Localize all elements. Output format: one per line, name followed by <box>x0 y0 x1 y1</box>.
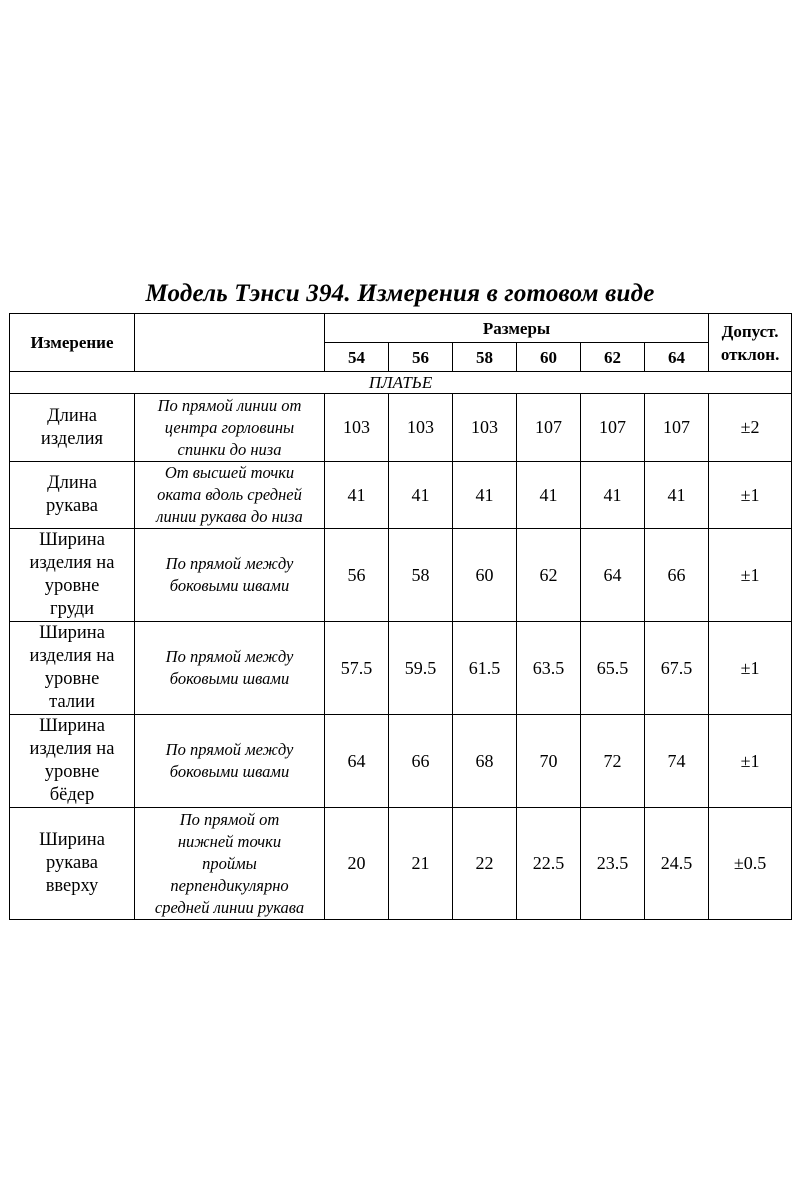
header-measurement: Измерение <box>10 314 135 372</box>
size-62: 62 <box>581 343 645 372</box>
measurement-name <box>10 529 135 622</box>
size-56: 56 <box>389 343 453 372</box>
measurement-name <box>10 715 135 808</box>
size-value-cell: 103 <box>325 394 389 462</box>
size-value-cell: 60 <box>453 529 517 622</box>
measurement-name-line: рукава <box>46 853 98 873</box>
header-sizes: Размеры <box>325 314 709 343</box>
size-value-cell: 103 <box>453 394 517 462</box>
measurement-name-line: рукава <box>46 496 98 516</box>
measurement-description <box>135 622 325 715</box>
size-value-cell: 67.5 <box>645 622 709 715</box>
size-value-cell: 41 <box>581 462 645 529</box>
size-value-cell: 64 <box>581 529 645 622</box>
size-60: 60 <box>517 343 581 372</box>
measurement-description-line: По прямой линии от <box>157 395 302 415</box>
measurement-description-line: оката вдоль средней <box>157 485 302 504</box>
measurement-description-line: По прямой между <box>165 647 294 666</box>
size-value-cell: 74 <box>645 715 709 808</box>
measurement-description-line: центра горловины <box>164 417 295 437</box>
measurement-table <box>9 313 792 920</box>
measurement-description <box>135 529 325 622</box>
measurement-description <box>135 394 325 462</box>
table-row <box>10 529 792 622</box>
table-row <box>10 622 792 715</box>
size-value-cell: 65.5 <box>581 622 645 715</box>
measurement-description-line: спинки до низа <box>177 439 282 459</box>
header-row <box>10 314 792 343</box>
measurement-description-line: По прямой между <box>165 740 294 759</box>
size-value-cell: 103 <box>389 394 453 462</box>
size-value-cell: 66 <box>645 529 709 622</box>
measurement-name-line: изделия <box>40 428 104 449</box>
measurement-name-line: Ширина <box>39 830 105 850</box>
measurement-name-line: бёдер <box>49 785 95 805</box>
size-value-cell: 66 <box>389 715 453 808</box>
header-tolerance-line-1: Допуст. <box>721 321 779 341</box>
size-value-cell: 58 <box>389 529 453 622</box>
header-description-blank <box>135 314 325 372</box>
measurement-description-line: нижней точки <box>177 831 282 851</box>
size-value-cell: 41 <box>389 462 453 529</box>
measurement-name-line: груди <box>50 599 94 619</box>
table-row <box>10 394 792 462</box>
size-value-cell: 41 <box>325 462 389 529</box>
size-value-cell: 41 <box>453 462 517 529</box>
measurement-name <box>10 808 135 920</box>
measurement-description-line: линии рукава до низа <box>156 507 303 526</box>
size-value-cell: 107 <box>645 394 709 462</box>
tolerance-cell: ±1 <box>709 462 792 529</box>
size-value-cell: 62 <box>517 529 581 622</box>
tolerance-cell: ±1 <box>709 715 792 808</box>
size-value-cell: 63.5 <box>517 622 581 715</box>
size-value-cell: 70 <box>517 715 581 808</box>
size-value-cell: 72 <box>581 715 645 808</box>
measurement-description <box>135 462 325 529</box>
measurement-name-line: изделия на <box>29 646 115 666</box>
measurement-description-line: перпендикулярно <box>170 875 289 895</box>
measurement-name <box>10 394 135 462</box>
section-title: ПЛАТЬЕ <box>10 372 792 394</box>
header-tolerance-line-2: отклон. <box>720 344 780 364</box>
size-value-cell: 20 <box>325 808 389 920</box>
page-title: Модель Тэнси 394. Измерения в готовом виде <box>145 280 655 307</box>
measurement-description-line: По прямой от <box>179 809 280 829</box>
size-value-cell: 21 <box>389 808 453 920</box>
size-value-cell: 61.5 <box>453 622 517 715</box>
size-value-cell: 22 <box>453 808 517 920</box>
measurement-description-line: боковыми швами <box>169 669 290 688</box>
measurement-name-line: вверху <box>45 876 99 896</box>
size-64: 64 <box>645 343 709 372</box>
size-value-cell: 57.5 <box>325 622 389 715</box>
measurement-description <box>135 715 325 808</box>
tolerance-cell: ±0.5 <box>709 808 792 920</box>
measurement-name <box>10 622 135 715</box>
size-58: 58 <box>453 343 517 372</box>
size-value-cell: 41 <box>645 462 709 529</box>
measurement-description <box>135 808 325 920</box>
size-value-cell: 41 <box>517 462 581 529</box>
measurement-name-line: талии <box>49 692 95 712</box>
size-54: 54 <box>325 343 389 372</box>
measurement-name <box>10 462 135 529</box>
measurement-name-line: Длина <box>47 405 97 426</box>
measurement-name-line: уровне <box>44 669 100 689</box>
table-row <box>10 808 792 920</box>
size-value-cell: 22.5 <box>517 808 581 920</box>
table-row <box>10 462 792 529</box>
size-value-cell: 59.5 <box>389 622 453 715</box>
measurement-name-line: изделия на <box>29 553 115 573</box>
size-value-cell: 107 <box>517 394 581 462</box>
size-value-cell: 23.5 <box>581 808 645 920</box>
size-value-cell: 24.5 <box>645 808 709 920</box>
size-value-cell: 107 <box>581 394 645 462</box>
measurement-name-line: уровне <box>44 576 100 596</box>
measurement-description-line: проймы <box>202 853 257 873</box>
measurement-name-line: уровне <box>44 762 100 782</box>
measurement-name-line: Ширина <box>39 716 105 736</box>
table-row <box>10 715 792 808</box>
measurement-description-line: средней линии рукава <box>154 897 305 917</box>
header-tolerance <box>709 314 792 372</box>
measurement-name-line: Ширина <box>39 530 105 550</box>
size-value-cell: 68 <box>453 715 517 808</box>
tolerance-cell: ±2 <box>709 394 792 462</box>
size-value-cell: 64 <box>325 715 389 808</box>
measurement-name-line: изделия на <box>29 739 115 759</box>
measurement-description-line: От высшей точки <box>164 463 295 482</box>
size-value-cell: 56 <box>325 529 389 622</box>
table-body <box>10 314 792 920</box>
measurement-description-line: боковыми швами <box>169 576 290 595</box>
measurement-name-line: Ширина <box>39 623 105 643</box>
section-row <box>10 372 792 394</box>
tolerance-cell: ±1 <box>709 622 792 715</box>
measurement-name-line: Длина <box>47 473 97 493</box>
measurement-description-line: боковыми швами <box>169 762 290 781</box>
tolerance-cell: ±1 <box>709 529 792 622</box>
measurement-description-line: По прямой между <box>165 554 294 573</box>
